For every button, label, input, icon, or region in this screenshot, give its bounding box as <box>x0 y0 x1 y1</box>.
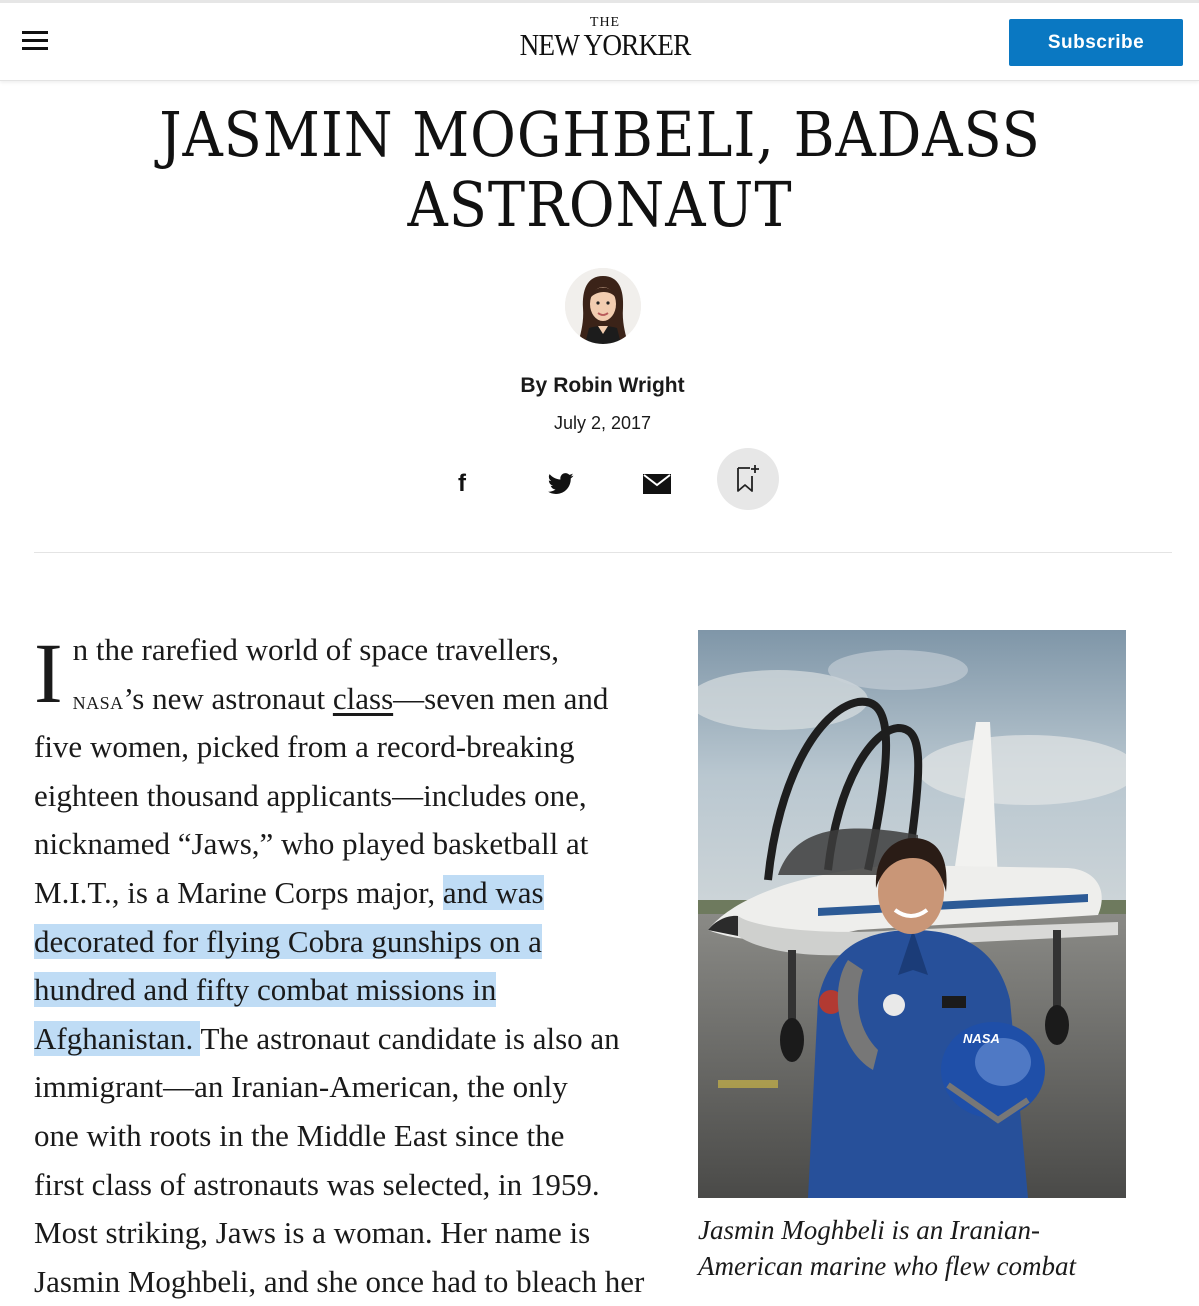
nasa-smallcaps: nasa <box>72 685 124 715</box>
body-text-span: The astronaut candidate is also an <box>200 1020 620 1056</box>
email-icon[interactable] <box>639 466 675 502</box>
body-line: immigrant—an Iranian-American, the only <box>34 1069 568 1105</box>
author-link[interactable]: Robin Wright <box>553 374 685 397</box>
body-line: nicknamed “Jaws,” who played basketball at <box>34 826 589 862</box>
article-body <box>34 626 664 1306</box>
twitter-icon[interactable] <box>543 466 579 502</box>
highlighted-text[interactable]: Afghanistan. <box>34 1020 201 1056</box>
body-text-span: ’s new astronaut <box>123 680 333 716</box>
header-divider <box>34 552 1172 553</box>
bookmark-add-icon <box>735 464 761 494</box>
body-line: Most striking, Jaws is a woman. Her name is <box>34 1215 591 1251</box>
body-line <box>34 966 664 1015</box>
astronaut-jet-photo <box>698 630 1126 1198</box>
highlighted-text[interactable]: decorated for flying Cobra gunships on a <box>34 923 542 959</box>
body-line: eighteen thousand applicants—includes one, <box>34 777 587 813</box>
body-line <box>34 918 664 967</box>
article-headline <box>114 100 1086 240</box>
body-line: n the rarefied world of space travellers, <box>72 632 559 667</box>
class-link[interactable]: class <box>332 680 394 716</box>
photo-caption <box>698 1212 1138 1284</box>
author-portrait-illustration <box>565 268 641 344</box>
drop-cap: I <box>34 625 63 721</box>
body-line <box>34 675 664 724</box>
byline-prefix: By <box>520 374 548 397</box>
headline-line-2: ASTRONAUT <box>407 168 793 241</box>
logo-name: NEW YORKER <box>519 27 691 62</box>
body-line: Jasmin Moghbeli, and she once had to bleach her <box>34 1263 645 1299</box>
body-line: five women, picked from a record-breaking <box>34 729 575 765</box>
caption-line-2: American marine who flew combat <box>698 1251 1076 1281</box>
hamburger-menu-icon[interactable] <box>22 31 48 53</box>
highlighted-text[interactable]: hundred and fifty combat missions in <box>34 972 497 1008</box>
article-photo[interactable] <box>698 630 1126 1198</box>
facebook-icon[interactable]: f <box>458 470 466 497</box>
caption-line-1: Jasmin Moghbeli is an Iranian- <box>698 1215 1040 1245</box>
site-header <box>0 3 1199 81</box>
save-bookmark-button[interactable] <box>717 448 779 510</box>
byline <box>400 374 805 398</box>
body-line: one with roots in the Middle East since the <box>34 1117 565 1153</box>
highlighted-text[interactable]: and was <box>442 874 544 910</box>
publish-date: July 2, 2017 <box>553 413 652 433</box>
body-line <box>34 869 664 918</box>
author-avatar <box>565 268 641 344</box>
body-text-span: —seven men and <box>393 680 609 716</box>
body-text-span: M.I.T., is a Marine Corps major, <box>34 874 443 910</box>
site-logo[interactable] <box>500 16 710 60</box>
helmet-nasa-label: NASA <box>963 1031 1000 1046</box>
subscribe-button[interactable]: Subscribe <box>1009 19 1183 66</box>
body-line <box>34 1015 664 1064</box>
headline-line-1: JASMIN MOGHBELI, BADASS <box>159 98 1041 171</box>
logo-the: THE <box>589 15 621 30</box>
body-line: first class of astronauts was selected, in 1959. <box>34 1166 600 1202</box>
